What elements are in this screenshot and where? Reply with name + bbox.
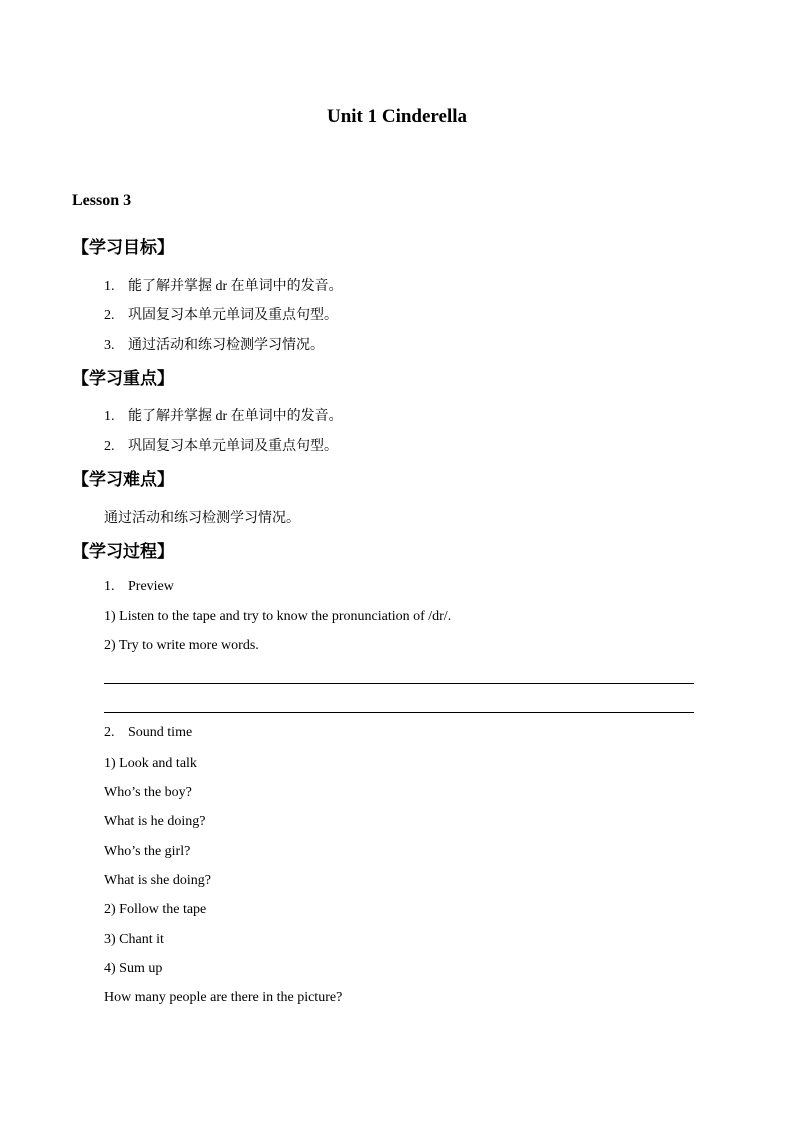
key-points-heading: 【学习重点】 (72, 369, 174, 388)
lesson-label: Lesson 3 (72, 192, 132, 209)
objective-item (104, 275, 343, 295)
answer-line[interactable] (104, 712, 694, 713)
objective-text: 能了解并掌握 dr 在单词中的发音。 (128, 279, 343, 294)
preview-step: 2) Try to write more words. (104, 638, 259, 653)
key-point-text: 巩固复习本单元单词及重点句型。 (128, 439, 338, 454)
sound-time-title (104, 725, 192, 741)
objective-number: 2. (104, 308, 115, 323)
document-title: Unit 1 Cinderella (326, 106, 468, 127)
objective-number: 1. (104, 279, 115, 294)
key-point-item (104, 435, 338, 455)
sound-time-line: 1) Look and talk (104, 756, 197, 771)
objective-text: 通过活动和练习检测学习情况。 (128, 338, 324, 353)
sound-time-line: 3) Chant it (104, 932, 164, 947)
key-point-text: 能了解并掌握 dr 在单词中的发音。 (128, 409, 343, 424)
key-point-number: 1. (104, 409, 115, 424)
preview-step: 1) Listen to the tape and try to know the pronunciation of /dr/. (104, 609, 452, 624)
objective-item (104, 304, 338, 324)
sound-time-label: Sound time (128, 725, 193, 740)
difficulties-heading: 【学习难点】 (72, 470, 174, 489)
key-point-number: 2. (104, 439, 115, 454)
preview-label: Preview (128, 579, 174, 594)
preview-number: 1. (104, 579, 115, 594)
process-heading: 【学习过程】 (72, 542, 174, 561)
sound-time-number: 2. (104, 725, 115, 740)
preview-title (104, 579, 174, 595)
sound-time-line: 2) Follow the tape (104, 902, 207, 917)
sound-time-line: 4) Sum up (104, 961, 163, 976)
objectives-heading: 【学习目标】 (72, 238, 174, 257)
sound-time-line: What is she doing? (104, 873, 211, 888)
sound-time-line: How many people are there in the picture? (104, 990, 343, 1005)
key-point-item (104, 405, 343, 425)
sound-time-line: Who’s the girl? (104, 844, 191, 859)
objective-item (104, 334, 324, 354)
sound-time-line: Who’s the boy? (104, 785, 192, 800)
difficulties-text: 通过活动和练习检测学习情况。 (104, 511, 300, 526)
sound-time-line: What is he doing? (104, 814, 206, 829)
objective-number: 3. (104, 338, 115, 353)
answer-line[interactable] (104, 683, 694, 684)
objective-text: 巩固复习本单元单词及重点句型。 (128, 308, 338, 323)
